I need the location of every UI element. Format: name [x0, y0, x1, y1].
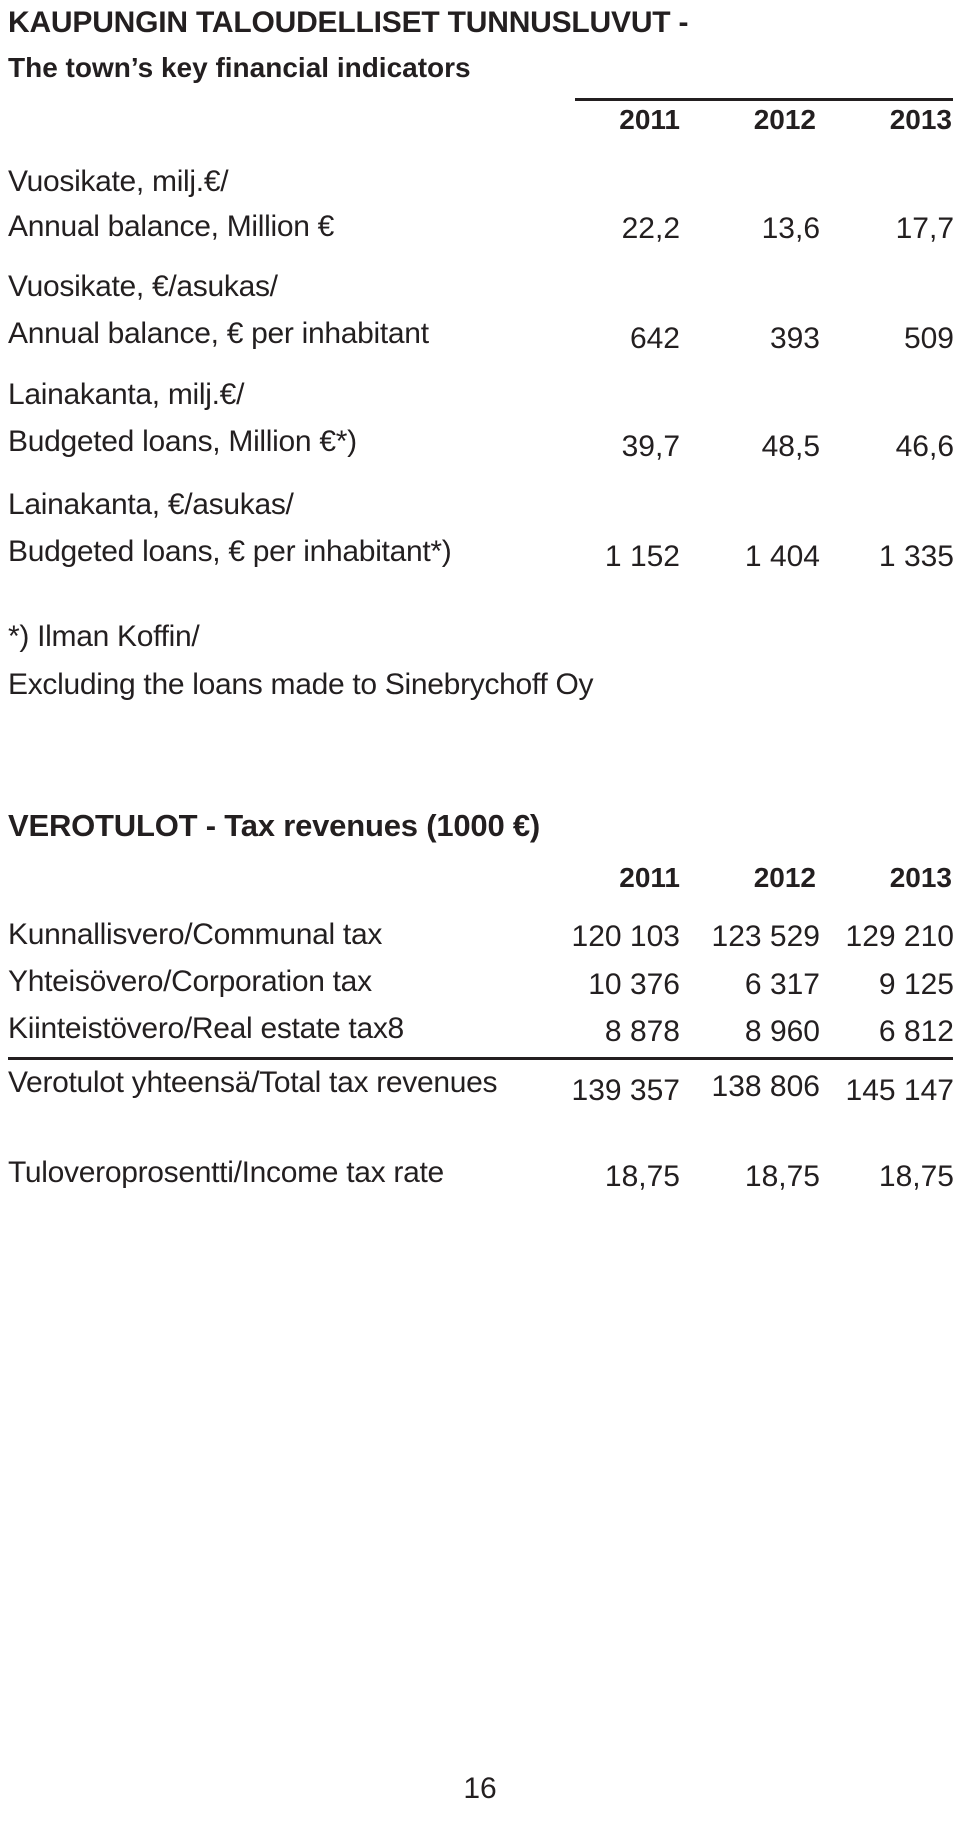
footnote-fi: *) Ilman Koffin/ [8, 620, 200, 653]
annual-balance-label-en: Annual balance, Million € [8, 210, 335, 243]
income-tax-rate-2011: 18,75 [604, 1160, 680, 1193]
budgeted-loans-per-inhabitant-2012: 1 404 [744, 540, 820, 573]
tax-title: VEROTULOT - Tax revenues (1000 €) [8, 808, 541, 843]
real-estate-tax-2012: 8 960 [744, 1015, 820, 1048]
total-tax-2012: 138 806 [711, 1070, 820, 1103]
corporation-tax-2011: 10 376 [588, 968, 680, 1001]
tax-year-2012-header: 2012 [753, 862, 816, 893]
budgeted-loans-2012: 48,5 [761, 430, 820, 463]
tax-year-2011-header: 2011 [619, 862, 680, 893]
annual-balance-per-inhabitant-label-en: Annual balance, € per inhabitant [8, 317, 429, 350]
real-estate-tax-2011: 8 878 [604, 1015, 680, 1048]
year-2012-header: 2012 [753, 104, 816, 135]
budgeted-loans-per-inhabitant-2011: 1 152 [604, 540, 680, 573]
income-tax-rate-2012: 18,75 [744, 1160, 820, 1193]
annual-balance-per-inhabitant-2013: 509 [903, 322, 954, 355]
annual-balance-2012: 13,6 [761, 212, 820, 245]
footnote-en: Excluding the loans made to Sinebrychoff Oy [8, 668, 594, 701]
budgeted-loans-per-inhabitant-label-en: Budgeted loans, € per inhabitant*) [8, 535, 452, 568]
budgeted-loans-per-inhabitant-label-fi: Lainakanta, €/asukas/ [8, 488, 294, 521]
budgeted-loans-label-fi: Lainakanta, milj.€/ [8, 378, 245, 411]
total-tax-2011: 139 357 [571, 1074, 680, 1107]
communal-tax-2013: 129 210 [845, 920, 954, 953]
year-2013-header: 2013 [889, 104, 952, 135]
corporation-tax-label: Yhteisövero/Corporation tax [8, 965, 372, 998]
income-tax-rate-2013: 18,75 [878, 1160, 954, 1193]
year-2011-header: 2011 [619, 104, 680, 135]
annual-balance-per-inhabitant-label-fi: Vuosikate, €/asukas/ [8, 270, 278, 303]
annual-balance-2011: 22,2 [621, 212, 680, 245]
financial-subtitle: The town’s key financial indicators [8, 52, 471, 83]
total-separator-line [8, 1057, 953, 1060]
annual-balance-per-inhabitant-2011: 642 [629, 322, 680, 355]
budgeted-loans-label-en: Budgeted loans, Million €*) [8, 425, 357, 458]
corporation-tax-2012: 6 317 [744, 968, 820, 1001]
income-tax-rate-label: Tuloveroprosentti/Income tax rate [8, 1156, 444, 1189]
total-tax-2013: 145 147 [845, 1074, 954, 1107]
tax-year-2013-header: 2013 [889, 862, 952, 893]
budgeted-loans-2013: 46,6 [895, 430, 954, 463]
page-number: 16 [463, 1772, 497, 1805]
annual-balance-label-fi: Vuosikate, milj.€/ [8, 165, 229, 198]
annual-balance-2013: 17,7 [895, 212, 954, 245]
communal-tax-label: Kunnallisvero/Communal tax [8, 918, 383, 951]
corporation-tax-2013: 9 125 [878, 968, 954, 1001]
real-estate-tax-label: Kiinteistövero/Real estate tax8 [8, 1012, 404, 1045]
real-estate-tax-2013: 6 812 [878, 1015, 954, 1048]
communal-tax-2012: 123 529 [711, 920, 820, 953]
financial-title: KAUPUNGIN TALOUDELLISET TUNNUSLUVUT - [8, 6, 689, 39]
budgeted-loans-2011: 39,7 [621, 430, 680, 463]
budgeted-loans-per-inhabitant-2013: 1 335 [878, 540, 954, 573]
total-tax-label: Verotulot yhteensä/Total tax revenues [8, 1066, 498, 1099]
annual-balance-per-inhabitant-2012: 393 [769, 322, 820, 355]
year-header-underline [575, 98, 953, 101]
communal-tax-2011: 120 103 [571, 920, 680, 953]
